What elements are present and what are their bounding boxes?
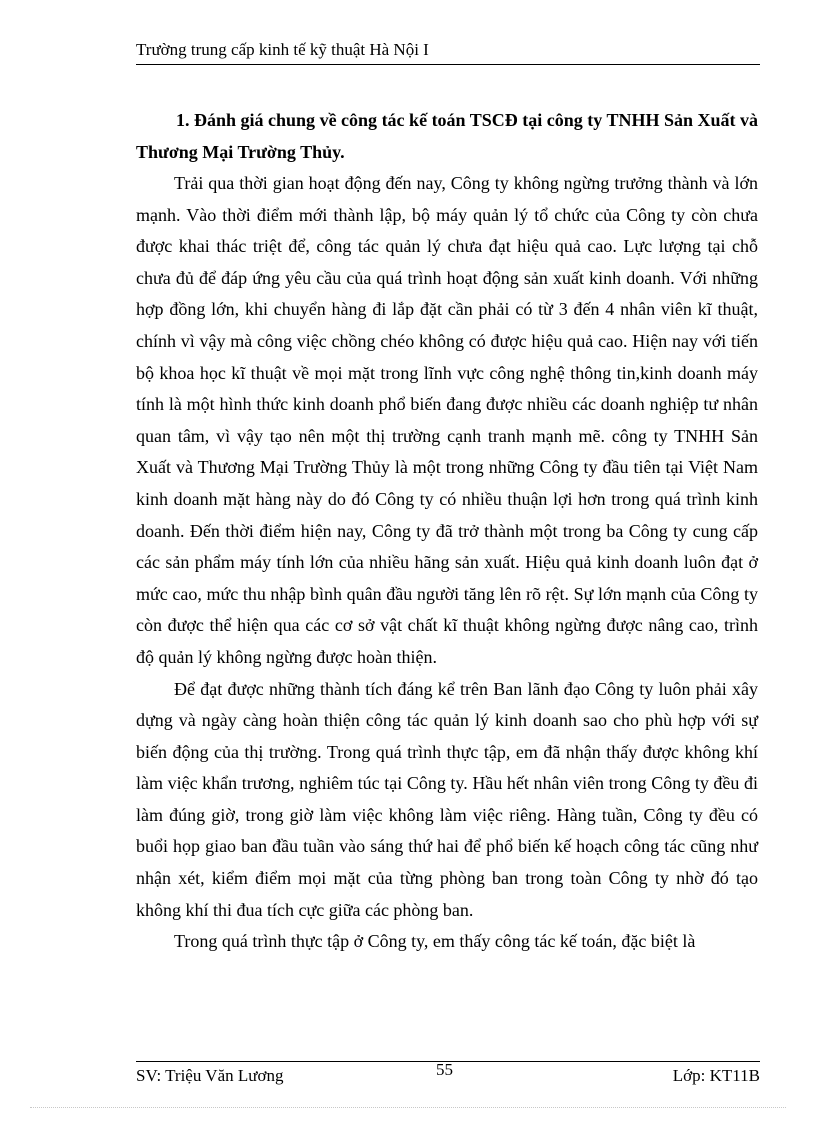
paragraph-1: Trải qua thời gian hoạt động đến nay, Công ty không ngừng trưởng thành và lớn mạnh. Vào thời điểm mới thành lập, bộ máy quản lý tổ chức của Công ty còn chưa được khai thác triệt để, công tác quản lý chưa đạt hiệu quả cao. Lực lượng tại chỗ chưa đủ để đáp ứng yêu cầu của quá trình hoạt động sản xuất kinh doanh. Với những hợp đồng lớn, khi chuyển hàng đi lắp đặt cần phải có từ 3 đến 4 nhân viên kĩ thuật, chính vì vậy mà công việc chồng chéo không có được hiệu quả cao. Hiện nay với tiến bộ khoa học kĩ thuật về mọi mặt trong lĩnh vực công nghệ thông tin,kinh doanh máy tính là một hình thức kinh doanh phổ biến đang được nhiều các doanh nghiệp tư nhân quan tâm, vì vậy tạo nên một thị trường cạnh tranh mạnh mẽ. công ty TNHH Sản Xuất và Thương Mại Trường Thủy là một trong những Công ty đầu tiên tại Việt Nam kinh doanh mặt hàng này do đó Công ty có nhiều thuận lợi hơn trong quá trình kinh doanh. Đến thời điểm hiện nay, Công ty đã trở thành một trong ba Công ty cung cấp các sản phẩm máy tính lớn của nhiều hãng sản xuất. Hiệu quả kinh doanh luôn đạt ở mức cao, mức thu nhập bình quân đầu người tăng lên rõ rệt. Sự lớn mạnh của Công ty còn được thể hiện qua các cơ sở vật chất kĩ thuật không ngừng được nâng cao, trình độ quản lý không ngừng được hoàn thiện.: [136, 173, 758, 667]
page-number: 55: [436, 1060, 453, 1079]
page-footer: [136, 1060, 760, 1090]
document-body: [136, 104, 758, 958]
section-heading: 1. Đánh giá chung về công tác kế toán TSCĐ tại công ty TNHH Sản Xuất và Thương Mại Trường Thủy.: [136, 110, 758, 162]
student-name: SV: Triệu Văn Lương: [136, 1066, 284, 1085]
school-name: Trường trung cấp kinh tế kỹ thuật Hà Nội I: [136, 40, 429, 59]
paragraph-2: Để đạt được những thành tích đáng kể trên Ban lãnh đạo Công ty luôn phải xây dựng và ngày càng hoàn thiện công tác quản lý kinh doanh sao cho phù hợp với sự biến động của thị trường. Trong quá trình thực tập, em đã nhận thấy được không khí làm việc khẩn trương, nghiêm túc tại Công ty. Hầu hết nhân viên trong Công ty đều đi làm đúng giờ, trong giờ làm việc không làm việc riêng. Hàng tuần, Công ty đều có buổi họp giao ban đầu tuần vào sáng thứ hai để phổ biến kế hoạch công tác cũng như nhận xét, kiểm điểm mọi mặt của từng phòng ban trong toàn Công ty nhờ đó tạo không khí thi đua tích cực giữa các phòng ban.: [136, 678, 758, 920]
page-header: [136, 38, 760, 65]
page-edge-divider: [30, 1107, 786, 1108]
class-label: Lớp: KT11B: [672, 1066, 760, 1085]
paragraph-3: Trong quá trình thực tập ở Công ty, em thấy công tác kế toán, đặc biệt là: [174, 931, 696, 952]
